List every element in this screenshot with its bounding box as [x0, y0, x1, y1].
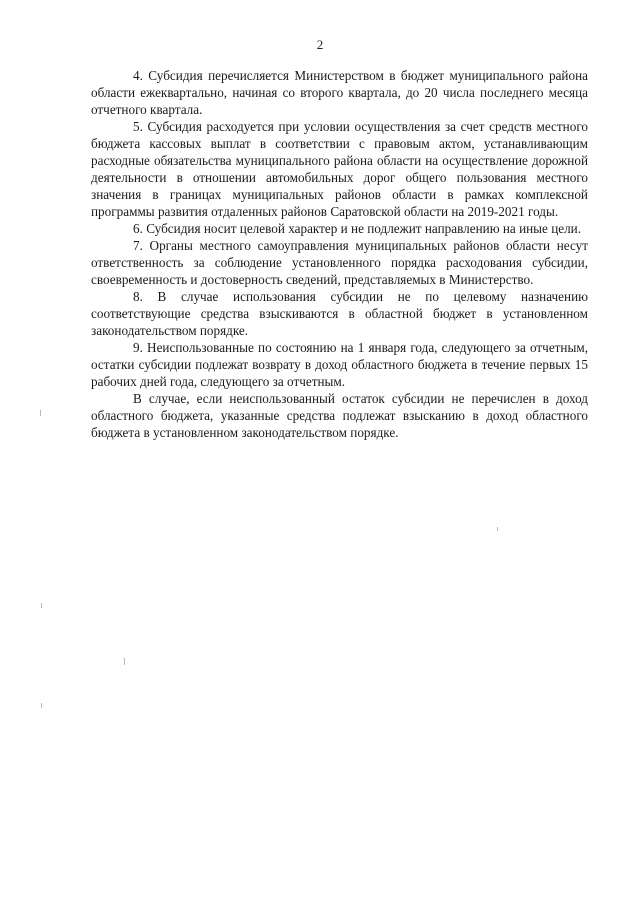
page-number: 2 [316, 37, 324, 52]
scan-speck [40, 410, 41, 416]
paragraph-9: 9. Неиспользованные по состоянию на 1 января года, следующего за отчетным, остатки субсидии подлежат возврату в доход областного бюджета в течение первых 15 рабочих дней года, следующего за отчетным. [91, 340, 588, 389]
paragraph-9-continuation: В случае, если неиспользованный остаток субсидии не перечислен в доход областного бюджета, указанные средства подлежат взысканию в доход областного бюджета в установленном законодательством порядке. [91, 391, 588, 440]
paragraph-5: 5. Субсидия расходуется при условии осуществления за счет средств местного бюджета кассовых выплат в соответствии с правовым актом, устанавливающим расходные обязательства муниципального района области на осуществление дорожной деятельности в отношении автомобильных дорог общего пользования местного значения в границах муниципальных районов области в рамках комплексной программы развития отдаленных районов Саратовской области на 2019-2021 годы. [91, 119, 588, 219]
scan-speck [124, 658, 125, 665]
scan-speck [41, 603, 42, 608]
paragraph-6: 6. Субсидия носит целевой характер и не подлежит направлению на иные цели. [133, 221, 582, 236]
paragraph-4: 4. Субсидия перечисляется Министерством в бюджет муниципального района области ежеквартально, начиная со второго квартала, до 20 числа последнего месяца отчетного квартала. [91, 68, 588, 117]
scan-speck [497, 527, 498, 531]
paragraph-8: 8. В случае использования субсидии не по целевому назначению соответствующие средства взыскиваются в областной бюджет в установленном законодательством порядке. [91, 289, 588, 338]
scan-speck [41, 703, 42, 708]
paragraph-7: 7. Органы местного самоуправления муниципальных районов области несут ответственность за соблюдение установленного порядка расходования субсидии, своевременность и достоверность сведений, представляемых в Министерство. [91, 238, 588, 287]
document-body [91, 67, 588, 441]
